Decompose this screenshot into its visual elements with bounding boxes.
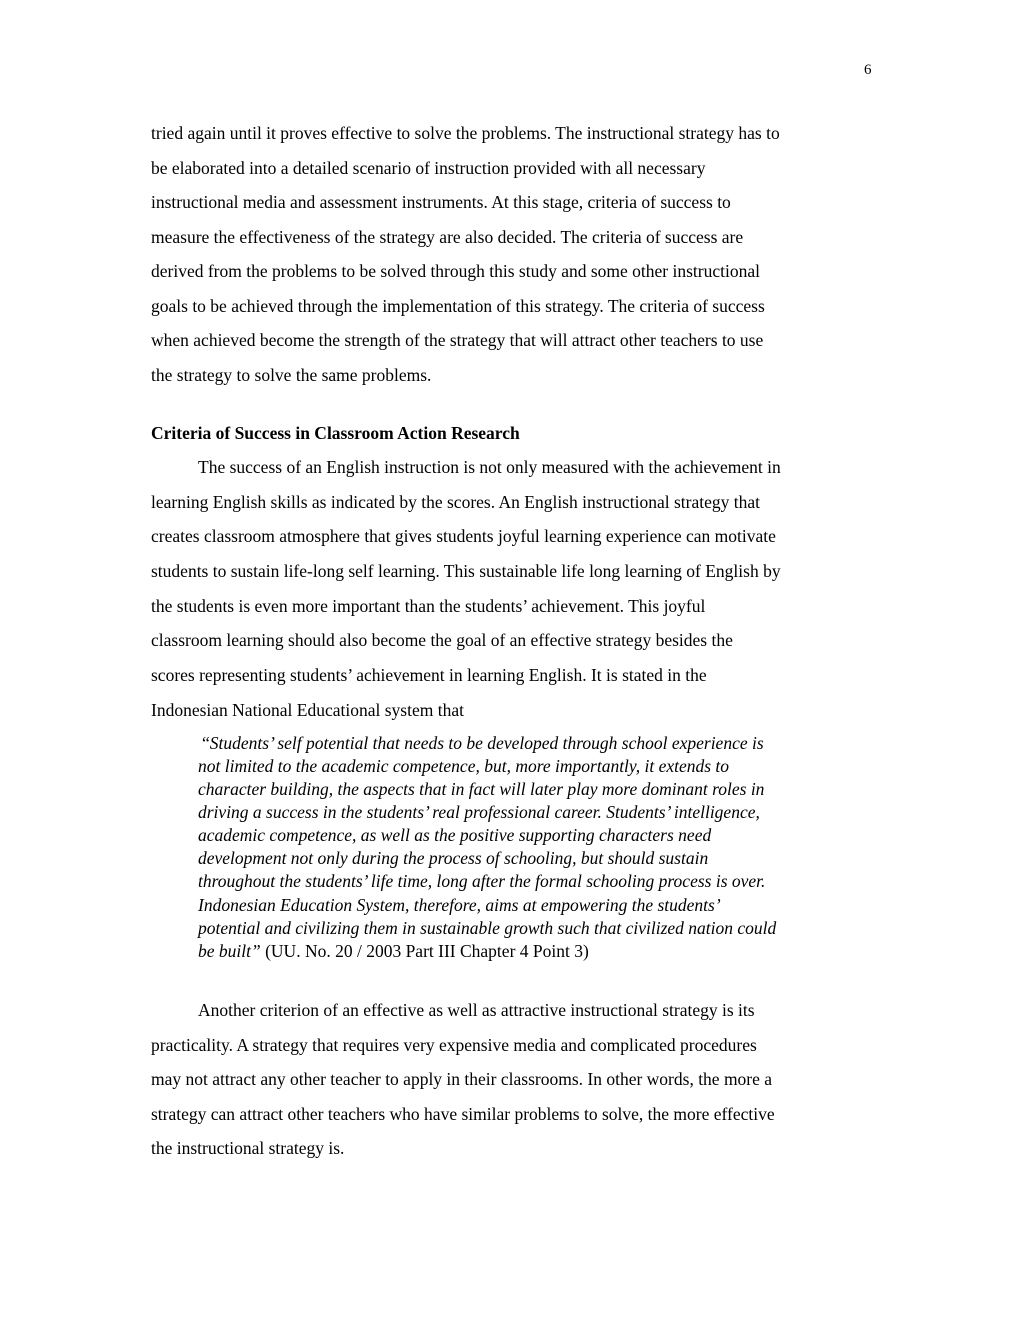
page-number: 6 — [864, 62, 872, 78]
quote-line: academic competence, as well as the positive supporting characters need — [198, 825, 712, 845]
paragraph-line: learning English skills as indicated by the scores. An English instructional strategy that — [151, 492, 760, 512]
paragraph-line: may not attract any other teacher to apply in their classrooms. In other words, the more a — [151, 1069, 773, 1089]
paragraph-line: practicality. A strategy that requires very expensive media and complicated procedures — [151, 1035, 757, 1055]
paragraph-line: creates classroom atmosphere that gives students joyful learning experience can motivate — [151, 526, 776, 546]
paragraph-line: classroom learning should also become the goal of an effective strategy besides the — [151, 630, 733, 650]
paragraph-line: scores representing students’ achievement in learning English. It is stated in the — [151, 665, 707, 685]
paragraph-line: the instructional strategy is. — [151, 1138, 345, 1158]
paragraph-line: the strategy to solve the same problems. — [151, 365, 432, 385]
paragraph-line: goals to be achieved through the implementation of this strategy. The criteria of success — [151, 296, 765, 316]
quote-citation: (UU. No. 20 / 2003 Part III Chapter 4 Point 3) — [260, 941, 589, 961]
paragraph-line: the students is even more important than the students’ achievement. This joyful — [151, 596, 706, 616]
quote-line — [198, 940, 589, 963]
paragraph-line: Another criterion of an effective as well as attractive instructional strategy is its — [198, 1000, 755, 1020]
quote-line — [202, 732, 764, 755]
paragraph-line: Indonesian National Educational system that — [151, 700, 464, 720]
quote-line: development not only during the process of schooling, but should sustain — [198, 848, 709, 868]
quote-text: be built” — [198, 941, 261, 961]
quote-line: potential and civilizing them in sustainable growth such that civilized nation could — [198, 918, 777, 938]
quote-line: Indonesian Education System, therefore, aims at empowering the students’ — [198, 895, 721, 915]
quote-text: Students’ self potential that needs to be developed through school experience is — [209, 733, 764, 753]
quote-open-mark: “ — [202, 733, 210, 753]
paragraph-line: strategy can attract other teachers who have similar problems to solve, the more effective — [151, 1104, 775, 1124]
paragraph-line: when achieved become the strength of the strategy that will attract other teachers to use — [151, 330, 764, 350]
section-heading: Criteria of Success in Classroom Action Research — [151, 423, 520, 443]
paragraph-line: students to sustain life-long self learning. This sustainable life long learning of English by — [151, 561, 781, 581]
quote-line: not limited to the academic competence, but, more importantly, it extends to — [198, 756, 730, 776]
paragraph-line: be elaborated into a detailed scenario of instruction provided with all necessary — [151, 158, 706, 178]
paragraph-line: tried again until it proves effective to solve the problems. The instructional strategy has to — [151, 123, 780, 143]
quote-line: throughout the students’ life time, long after the formal schooling process is over. — [198, 871, 766, 891]
paragraph-line: instructional media and assessment instruments. At this stage, criteria of success to — [151, 192, 731, 212]
quote-line: character building, the aspects that in fact will later play more dominant roles in — [198, 779, 765, 799]
paragraph-line: measure the effectiveness of the strategy are also decided. The criteria of success are — [151, 227, 744, 247]
paragraph-line: derived from the problems to be solved through this study and some other instructional — [151, 261, 760, 281]
paragraph-line: The success of an English instruction is not only measured with the achievement in — [198, 457, 781, 477]
quote-line: driving a success in the students’ real professional career. Students’ intelligence, — [198, 802, 760, 822]
